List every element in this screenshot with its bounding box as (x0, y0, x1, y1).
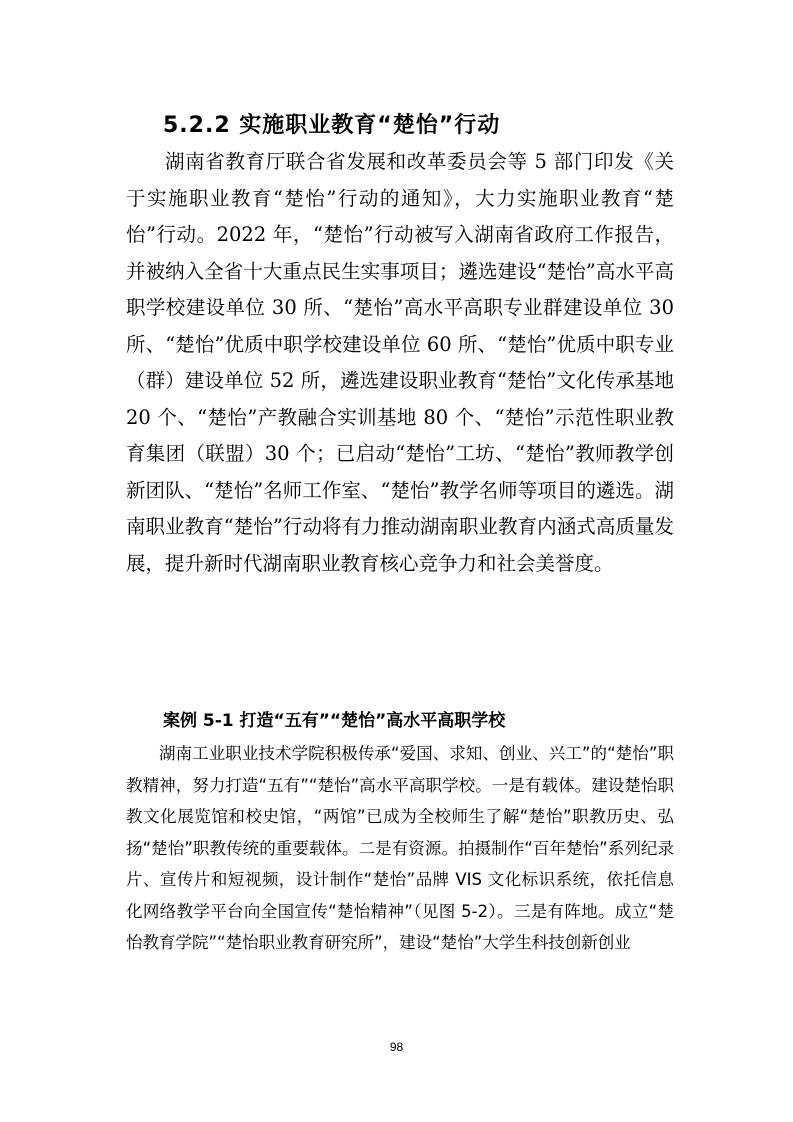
page-number: 98 (389, 1040, 404, 1054)
case-title: 案例 5-1 打造“五有”“楚怡”高水平高职学校 (163, 711, 506, 731)
section-heading: 5.2.2 实施职业教育“楚怡”行动 (163, 113, 501, 138)
section-paragraph: 湖南省教育厅联合省发展和改革委员会等 5 部门印发《关于实施职业教育“楚怡”行动的通知》，大力实施职业教育“楚怡”行动。2022 年，“楚怡”行动被写入湖南省政府工作报告，并被纳入全省十大重点民生实事项目；遴选建设“楚怡”高水平高职学校建设单位 30 所、“楚怡”高水平高职专业群建设单位 30 所、“楚怡”优质中职学校建设单位 60 所、“楚怡”优质中职专业（群）建设单位 52 所，遴选建设职业教育“楚怡”文化传承基地 20 个、“楚怡”产教融合实训基地 80 个、“楚怡”示范性职业教育集团（联盟）30 个；已启动“楚怡”工坊、“楚怡”教师教学创新团队、“楚怡”名师工作室、“楚怡”教学名师等项目的遴选。湖南职业教育“楚怡”行动将有力推动湖南职业教育内涵式高质量发展，提升新时代湖南职业教育核心竞争力和社会美誉度。 (126, 150, 674, 575)
case-paragraph: 湖南工业职业技术学院积极传承“爱国、求知、创业、兴工”的“楚怡”职教精神，努力打造“五有”“楚怡”高水平高职学校。一是有载体。建设楚怡职教文化展览馆和校史馆，“两馆”已成为全校师生了解“楚怡”职教历史、弘扬“楚怡”职教传统的重要载体。二是有资源。拍摄制作“百年楚怡”系列纪录片、宣传片和短视频，设计制作“楚怡”品牌 VIS 文化标识系统，依托信息化网络教学平台向全国宣传“楚怡精神”（见图 5-2）。三是有阵地。成立“楚怡教育学院”“楚怡职业教育研究所”，建设“楚怡”大学生科技创新创业 (126, 744, 674, 952)
